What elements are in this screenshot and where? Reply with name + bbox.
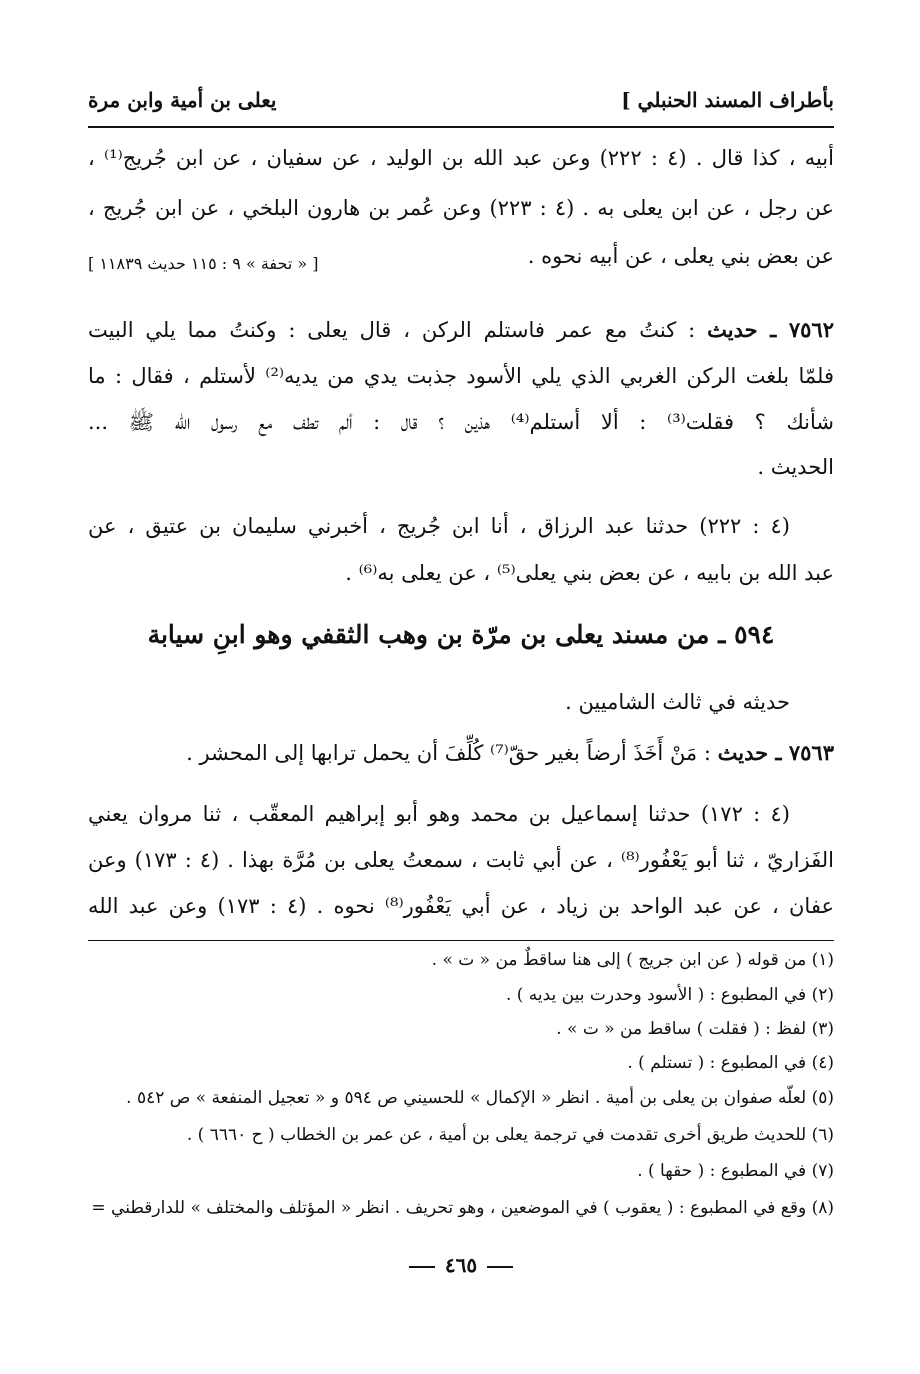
text-line: الحديث .: [757, 455, 834, 479]
text-line: عفان ، عن عبد الواحد بن زياد ، عن أبي يَعْفُور⁽⁸⁾ نحوه . (٤ : ١٧٣) وعن عبد الله: [88, 894, 834, 918]
section-title: ٥٩٤ ـ من مسند يعلى بن مرّة بن وهب الثقفي وهو ابنِ سيابة: [147, 620, 775, 649]
footnote: (٨) وقع في المطبوع : ( يعقوب ) في الموضعين ، وهو تحريف . انظر « المؤتلف والمختلف » للدارقطني =: [91, 1198, 834, 1218]
footnote-rule: [88, 940, 834, 941]
hadith-text: : كنتُ مع عمر فاستلم الركن ، قال يعلى : وكنتُ مما يلي البيت: [88, 318, 696, 342]
footnote: (٦) للحديث طريق أخرى تقدمت في ترجمة يعلى بن أمية ، عن عمر بن الخطاب ( ح ٦٦٦٠ ) .: [186, 1125, 834, 1145]
text-line: عبد الله بن بابيه ، عن بعض بني يعلى⁽⁵⁾ ، عن يعلى به⁽⁶⁾ .: [345, 561, 834, 585]
hadith-7563-line: [88, 738, 834, 768]
header-rule: [88, 126, 834, 128]
hadith-7562-line: [88, 315, 834, 345]
hadith-number: ٧٥٦٢ ـ حديث: [707, 317, 834, 342]
text-line: حديثه في ثالث الشاميين .: [565, 690, 790, 714]
page-number: [88, 1253, 834, 1277]
footnote: (٥) لعلّه صفوان بن يعلى بن أمية . انظر « الإكمال » للحسيني ص ٥٩٤ و « تعجيل المنفعة » ص ٥٤٢ .: [126, 1088, 834, 1108]
footnote: (٣) لفظ : ( فقلت ) ساقط من « ت » .: [556, 1019, 834, 1039]
footnote: (١) من قوله ( عن ابن جريج ) إلى هنا ساقطٌ من « ت » .: [431, 950, 834, 970]
footnote: (٢) في المطبوع : ( الأسود وحدرت بين يديه ) .: [505, 985, 834, 1005]
tuhfa-reference: [ « تحفة » ٩ : ١١٥ حديث ١١٨٣٩ ]: [88, 254, 319, 273]
header-chapter-title: يعلى بن أمية وابن مرة: [88, 88, 277, 112]
text-line: أبيه ، كذا قال . (٤ : ٢٢٢) وعن عبد الله بن الوليد ، عن سفيان ، عن ابن جُريج⁽¹⁾ ،: [88, 146, 834, 170]
header-book-title: بأطراف المسند الحنبلي ]: [621, 88, 834, 112]
page-number-value: ٤٦٥: [444, 1253, 478, 1277]
text-line: (٤ : ٢٢٢) حدثنا عبد الرزاق ، أنا ابن جُريج ، أخبرني سليمان بن عتيق ، عن: [88, 514, 790, 538]
hadith-number: ٧٥٦٣ ـ حديث: [717, 740, 834, 765]
hadith-text: : مَنْ أَخَذَ أرضاً بغير حقّ⁽⁷⁾ كُلِّفَ أن يحمل ترابها إلى المحشر .: [186, 741, 711, 765]
text-line: عن بعض بني يعلى ، عن أبيه نحوه .: [527, 244, 834, 268]
running-header: [88, 88, 834, 122]
text-line: (٤ : ١٧٢) حدثنا إسماعيل بن محمد وهو أبو إبراهيم المعقّب ، ثنا مروان يعني: [88, 802, 790, 826]
text-line: فلمّا بلغت الركن الغربي الذي يلي الأسود جذبت يدي من يديه⁽²⁾ لأستلم ، فقال : ما: [88, 364, 834, 388]
dash-right: [487, 1266, 513, 1268]
footnote: (٧) في المطبوع : ( حقها ) .: [637, 1161, 834, 1181]
dash-left: [409, 1266, 435, 1268]
footnote: (٤) في المطبوع : ( تستلم ) .: [627, 1053, 834, 1073]
text-line: عن رجل ، عن ابن يعلى به . (٤ : ٢٢٣) وعن عُمر بن هارون البلخي ، عن ابن جُريج ،: [88, 196, 834, 220]
text-line: الفَزاريّ ، ثنا أبو يَعْفُور⁽⁸⁾ ، عن أبي ثابت ، سمعتُ يعلى بن مُرَّة بهذا . (٤ : ١٧٣) وعن: [88, 848, 834, 872]
text-line: شأنك ؟ فقلت⁽³⁾ : ألا أستلم⁽⁴⁾ هذين ؟ قال : ألم تطف مع رسول الله ﷺ ...: [88, 410, 834, 434]
book-page: [88, 0, 834, 1374]
